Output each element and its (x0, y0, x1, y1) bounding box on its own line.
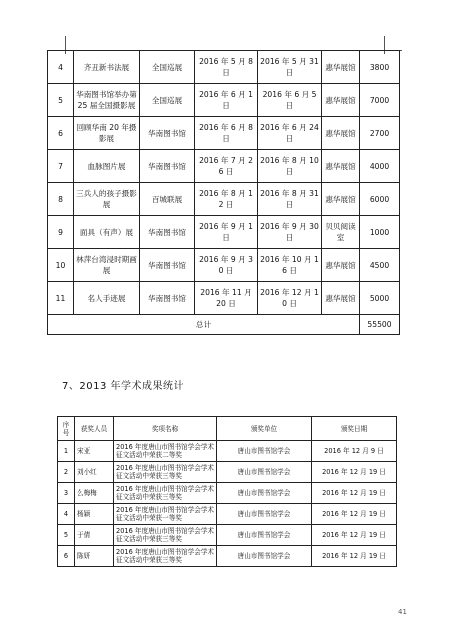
row-number: 11 (48, 282, 74, 315)
start-date: 2016 年 5 月 8 日 (195, 51, 258, 84)
visitor-count: 7000 (360, 84, 400, 117)
row-number: 4 (48, 51, 74, 84)
end-date: 2016 年 5 月 31 日 (258, 51, 322, 84)
award-name: 2016 年度唐山市图书馆学会学术征文活动中荣获三等奖 (114, 546, 217, 567)
awards-header-row (58, 417, 397, 441)
end-date: 2016 年 8 月 10 日 (258, 150, 322, 183)
row-number: 6 (48, 117, 74, 150)
row-number: 5 (48, 84, 74, 117)
exhibition-row (48, 84, 400, 117)
award-row-number: 1 (58, 441, 75, 462)
award-date: 2016 年 12 月 19 日 (312, 546, 397, 567)
exhibition-type: 华南图书馆 (140, 249, 195, 282)
award-row (58, 546, 397, 567)
exhibition-type: 全国巡展 (140, 51, 195, 84)
exhibition-type: 华南图书馆 (140, 117, 195, 150)
end-date: 2016 年 8 月 31 日 (258, 183, 322, 216)
row-number: 7 (48, 150, 74, 183)
award-row-number: 5 (58, 525, 75, 546)
exhibition-table (47, 50, 400, 335)
end-date: 2016 年 6 月 24 日 (258, 117, 322, 150)
award-date: 2016 年 12 月 19 日 (312, 462, 397, 483)
award-person: 杨颖 (75, 504, 114, 525)
exhibition-name: 三兵人的孩子摄影展 (74, 183, 140, 216)
venue: 惠华展馆 (322, 51, 360, 84)
exhibition-row (48, 51, 400, 84)
award-person: 于倩 (75, 525, 114, 546)
venue: 惠华展馆 (322, 183, 360, 216)
exhibition-row (48, 117, 400, 150)
exhibition-name: 名人手迹展 (74, 282, 140, 315)
end-date: 2016 年 12 月 10 日 (258, 282, 322, 315)
award-name: 2016 年度唐山市图书馆学会学术征文活动中荣获一等奖 (114, 504, 217, 525)
start-date: 2016 年 6 月 8 日 (195, 117, 258, 150)
row-number: 9 (48, 216, 74, 249)
header-person: 获奖人员 (75, 417, 114, 441)
award-name: 2016 年度唐山市图书馆学会学术征文活动中荣获三等奖 (114, 525, 217, 546)
total-label: 总计 (48, 315, 360, 335)
award-name: 2016 年度唐山市图书馆学会学术征文活动中荣获二等奖 (114, 441, 217, 462)
exhibition-row (48, 183, 400, 216)
venue: 惠华展馆 (322, 282, 360, 315)
award-row (58, 462, 397, 483)
exhibition-row (48, 282, 400, 315)
row-number: 10 (48, 249, 74, 282)
award-org: 唐山市图书馆学会 (217, 546, 312, 567)
exhibition-total-row (48, 315, 400, 335)
end-date: 2016 年 9 月 30 日 (258, 216, 322, 249)
venue: 惠华展馆 (322, 84, 360, 117)
start-date: 2016 年 9 月 1 日 (195, 216, 258, 249)
venue: 贝贝阅读室 (322, 216, 360, 249)
award-org: 唐山市图书馆学会 (217, 483, 312, 504)
header-award: 奖项名称 (114, 417, 217, 441)
award-row (58, 483, 397, 504)
header-org: 颁奖单位 (217, 417, 312, 441)
header-no: 序号 (58, 417, 75, 441)
award-row-number: 6 (58, 546, 75, 567)
award-row-number: 4 (58, 504, 75, 525)
award-date: 2016 年 12 月 19 日 (312, 483, 397, 504)
exhibition-name: 齐丑新书法展 (74, 51, 140, 84)
awards-table (57, 416, 397, 567)
exhibition-type: 百城联展 (140, 183, 195, 216)
award-org: 唐山市图书馆学会 (217, 441, 312, 462)
exhibition-name: 回顾华南 20 年摄影展 (74, 117, 140, 150)
exhibition-name: 林萍台湾浸时期画展 (74, 249, 140, 282)
total-value: 55500 (360, 315, 400, 335)
award-person: 宋亚 (75, 441, 114, 462)
exhibition-type: 华南图书馆 (140, 282, 195, 315)
start-date: 2016 年 9 月 30 日 (195, 249, 258, 282)
visitor-count: 6000 (360, 183, 400, 216)
award-row (58, 504, 397, 525)
exhibition-row (48, 216, 400, 249)
exhibition-name: 华南图书馆举办第 25 届全国摄影展 (74, 84, 140, 117)
exhibition-name: 血脉图片展 (74, 150, 140, 183)
award-date: 2016 年 12 月 19 日 (312, 504, 397, 525)
award-name: 2016 年度唐山市图书馆学会学术征文活动中荣获三等奖 (114, 483, 217, 504)
page-number: 41 (398, 608, 407, 616)
exhibition-row (48, 150, 400, 183)
award-row (58, 441, 397, 462)
visitor-count: 3800 (360, 51, 400, 84)
exhibition-type: 华南图书馆 (140, 216, 195, 249)
visitor-count: 2700 (360, 117, 400, 150)
award-row-number: 3 (58, 483, 75, 504)
award-date: 2016 年 12 月 19 日 (312, 525, 397, 546)
exhibition-row (48, 249, 400, 282)
award-name: 2016 年度唐山市图书馆学会学术征文活动中荣获三等奖 (114, 462, 217, 483)
end-date: 2016 年 10 月 16 日 (258, 249, 322, 282)
visitor-count: 4000 (360, 150, 400, 183)
award-row-number: 2 (58, 462, 75, 483)
venue: 惠华展馆 (322, 117, 360, 150)
award-person: 陈妍 (75, 546, 114, 567)
venue: 惠华展馆 (322, 150, 360, 183)
header-date: 颁奖日期 (312, 417, 397, 441)
award-row (58, 525, 397, 546)
start-date: 2016 年 7 月 26 日 (195, 150, 258, 183)
section-title: 7、2013 年学术成果统计 (62, 381, 184, 392)
exhibition-type: 华南图书馆 (140, 150, 195, 183)
start-date: 2016 年 11 月 20 日 (195, 282, 258, 315)
start-date: 2016 年 6 月 1 日 (195, 84, 258, 117)
visitor-count: 1000 (360, 216, 400, 249)
start-date: 2016 年 8 月 12 日 (195, 183, 258, 216)
award-person: 刘小红 (75, 462, 114, 483)
end-date: 2016 年 6 月 5 日 (258, 84, 322, 117)
award-date: 2016 年 12 月 9 日 (312, 441, 397, 462)
award-person: 么梅梅 (75, 483, 114, 504)
row-number: 8 (48, 183, 74, 216)
award-org: 唐山市图书馆学会 (217, 504, 312, 525)
visitor-count: 4500 (360, 249, 400, 282)
award-org: 唐山市图书馆学会 (217, 525, 312, 546)
visitor-count: 5000 (360, 282, 400, 315)
exhibition-name: 面具（有声）展 (74, 216, 140, 249)
exhibition-type: 全国巡展 (140, 84, 195, 117)
award-org: 唐山市图书馆学会 (217, 462, 312, 483)
venue: 惠华展馆 (322, 249, 360, 282)
